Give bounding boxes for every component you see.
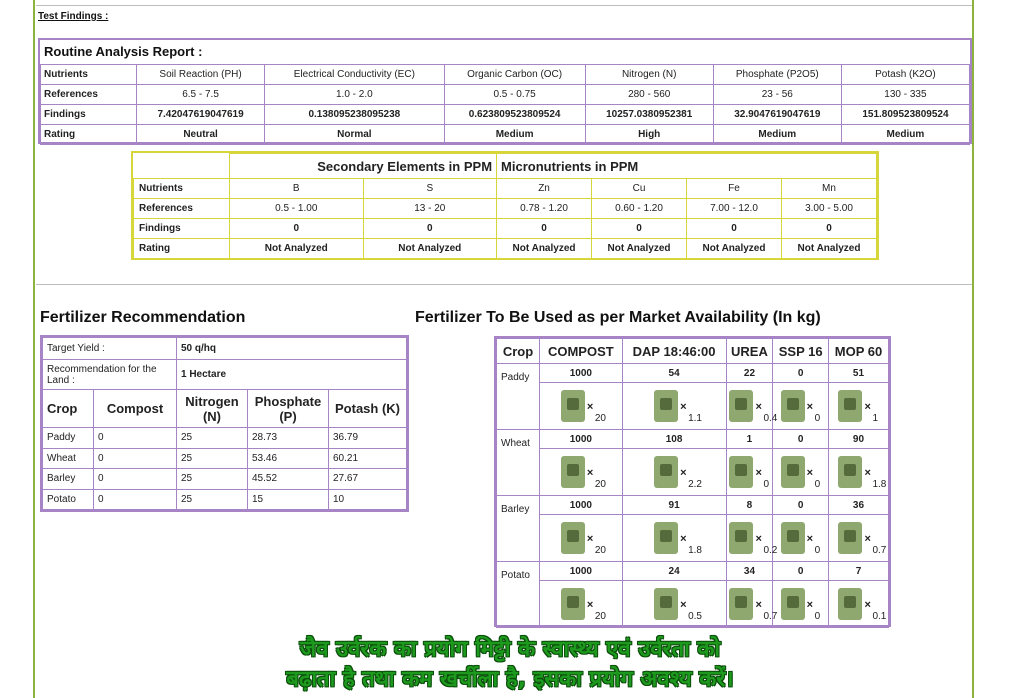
routine-rating-cell: Rating (41, 125, 137, 145)
routine-header-row (41, 65, 970, 85)
market-bag-cell (622, 515, 726, 562)
fertilizer-recommendation-heading: Fertilizer Recommendation (40, 309, 246, 326)
multiply-sign: × (680, 533, 687, 545)
fertilizer-bag-icon (654, 522, 678, 554)
secondary-references-cell: 13 - 20 (363, 199, 497, 219)
bag-count: 20 (594, 611, 606, 622)
test-findings-label: Test Findings : (38, 11, 109, 22)
secondary-header-cell: Nutrients (134, 179, 230, 199)
fertilizer-bag-icon (729, 522, 753, 554)
potash-cell: 27.67 (329, 469, 407, 490)
market-availability-panel (494, 336, 891, 627)
secondary-rating-cell: Not Analyzed (363, 239, 497, 259)
recommendation-header-cell: Crop (43, 390, 94, 428)
market-crop-cell: Wheat (497, 430, 540, 496)
bag-count: 0 (814, 545, 821, 556)
multiply-sign: × (755, 467, 762, 479)
micronutrients-title: Micronutrients in PPM (497, 154, 877, 179)
bag-cell-wrapper (623, 383, 726, 429)
multiply-sign: × (586, 533, 594, 545)
top-divider (36, 5, 972, 6)
routine-rating-cell: High (585, 125, 713, 145)
bag-count: 20 (594, 413, 606, 424)
fertilizer-bag-icon (654, 390, 678, 422)
bag-cell-wrapper (623, 515, 726, 561)
bag-cell-wrapper (829, 581, 888, 627)
routine-rating-cell: Neutral (137, 125, 265, 145)
routine-findings-cell: 7.42047619047619 (137, 105, 265, 125)
multiply-sign: × (755, 533, 762, 545)
crop-cell: Barley (43, 469, 94, 490)
secondary-rating-row (134, 239, 877, 259)
market-bag-cell (828, 515, 888, 562)
market-qty-cell: 36 (828, 496, 888, 515)
routine-references-cell: References (41, 85, 137, 105)
market-bag-cell (773, 515, 829, 562)
market-qty-cell: 1000 (540, 562, 623, 581)
market-bag-cell (726, 515, 778, 562)
secondary-findings-cell: 0 (687, 219, 782, 239)
land-row (43, 360, 407, 390)
secondary-header-cell: Fe (687, 179, 782, 199)
bag-cell-wrapper (829, 449, 888, 495)
market-header-row (497, 339, 889, 364)
secondary-rating-cell: Not Analyzed (781, 239, 876, 259)
phosphate-cell: 28.73 (248, 428, 329, 449)
market-header-cell: Crop (497, 339, 540, 364)
market-qty-cell: 1 (726, 430, 773, 449)
bag-count: 1 (872, 413, 879, 424)
crop-cell: Wheat (43, 448, 94, 469)
compost-cell: 0 (94, 428, 177, 449)
hindi-banner (210, 635, 810, 695)
multiply-sign: × (755, 599, 762, 611)
multiply-sign: × (806, 467, 814, 479)
bag-cell-wrapper (727, 515, 778, 561)
bag-count: 0.1 (872, 611, 887, 622)
fertilizer-recommendation-table (42, 337, 407, 510)
market-bag-cell (540, 449, 623, 496)
market-bag-row (497, 383, 889, 430)
market-bag-cell (828, 383, 888, 430)
secondary-header-cell: B (230, 179, 364, 199)
fertilizer-bag-icon (561, 522, 585, 554)
routine-findings-cell: 0.138095238095238 (265, 105, 444, 125)
bag-cell-wrapper (773, 515, 828, 561)
fertilizer-bag-icon (654, 456, 678, 488)
secondary-header-cell: Cu (592, 179, 687, 199)
market-qty-cell: 7 (828, 562, 888, 581)
routine-findings-cell: 10257.0380952381 (585, 105, 713, 125)
nitrogen-cell: 25 (177, 428, 248, 449)
secondary-findings-cell: 0 (230, 219, 364, 239)
market-qty-cell: 0 (773, 430, 829, 449)
routine-header-cell: Phosphate (P2O5) (713, 65, 841, 85)
table-row (43, 428, 407, 449)
bag-count: 1.8 (688, 545, 702, 556)
secondary-header-cell: S (363, 179, 497, 199)
fertilizer-bag-icon (781, 522, 805, 554)
recommendation-header-cell: Phosphate (P) (248, 390, 329, 428)
bag-cell-wrapper (540, 449, 622, 495)
fertilizer-bag-icon (654, 588, 678, 620)
routine-references-cell: 23 - 56 (713, 85, 841, 105)
market-bag-cell (540, 581, 623, 628)
target-yield-label: Target Yield : (43, 338, 177, 360)
routine-rating-cell: Medium (713, 125, 841, 145)
multiply-sign: × (680, 467, 687, 479)
multiply-sign: × (864, 467, 871, 479)
bag-count: 1.8 (872, 479, 887, 490)
market-bag-cell (773, 581, 829, 628)
bag-count: 1.1 (688, 413, 702, 424)
secondary-rating-cell: Not Analyzed (497, 239, 592, 259)
market-crop-cell: Potato (497, 562, 540, 628)
multiply-sign: × (586, 467, 594, 479)
routine-header-cell: Soil Reaction (PH) (137, 65, 265, 85)
land-value: 1 Hectare (177, 360, 407, 390)
potash-cell: 10 (329, 489, 407, 510)
market-qty-cell: 54 (622, 364, 726, 383)
routine-references-cell: 130 - 335 (841, 85, 969, 105)
market-header-cell: COMPOST (540, 339, 623, 364)
routine-analysis-title: Routine Analysis Report : (44, 44, 203, 59)
nitrogen-cell: 25 (177, 489, 248, 510)
market-qty-cell: 1000 (540, 430, 623, 449)
routine-references-row (41, 85, 970, 105)
market-bag-cell (622, 383, 726, 430)
fertilizer-bag-icon (781, 390, 805, 422)
secondary-rating-cell: Rating (134, 239, 230, 259)
secondary-rating-cell: Not Analyzed (230, 239, 364, 259)
secondary-references-cell: 0.5 - 1.00 (230, 199, 364, 219)
market-qty-cell: 91 (622, 496, 726, 515)
market-qty-cell: 24 (622, 562, 726, 581)
market-header-cell: UREA (726, 339, 773, 364)
market-bag-row (497, 515, 889, 562)
market-qty-row (497, 496, 889, 515)
secondary-references-cell: 7.00 - 12.0 (687, 199, 782, 219)
crop-cell: Paddy (43, 428, 94, 449)
multiply-sign: × (680, 401, 687, 413)
section-divider (36, 284, 972, 285)
routine-references-cell: 6.5 - 7.5 (137, 85, 265, 105)
nitrogen-cell: 25 (177, 448, 248, 469)
fertilizer-bag-icon (729, 390, 753, 422)
bag-cell-wrapper (773, 383, 828, 429)
market-crop-cell: Paddy (497, 364, 540, 430)
routine-findings-row (41, 105, 970, 125)
market-qty-cell: 108 (622, 430, 726, 449)
bag-cell-wrapper (623, 449, 726, 495)
recommendation-header-cell: Potash (K) (329, 390, 407, 428)
secondary-rating-cell: Not Analyzed (687, 239, 782, 259)
multiply-sign: × (586, 401, 594, 413)
market-crop-cell: Barley (497, 496, 540, 562)
secondary-elements-table (133, 153, 877, 259)
multiply-sign: × (755, 401, 762, 413)
routine-analysis-panel (38, 38, 972, 144)
routine-findings-cell: 0.623809523809524 (444, 105, 585, 125)
secondary-references-cell: 3.00 - 5.00 (781, 199, 876, 219)
banner-line-1: जैव उर्वरक का प्रयोग मिट्टी के स्वास्थ्य एवं उर्वरता को (299, 637, 721, 662)
potash-cell: 60.21 (329, 448, 407, 469)
land-label: Recommendation for the Land : (43, 360, 177, 390)
secondary-header-cell: Mn (781, 179, 876, 199)
routine-findings-cell: 151.809523809524 (841, 105, 969, 125)
fertilizer-bag-icon (561, 456, 585, 488)
multiply-sign: × (586, 599, 594, 611)
recommendation-header-cell: Nitrogen (N) (177, 390, 248, 428)
market-bag-cell (773, 449, 829, 496)
secondary-findings-cell: 0 (497, 219, 592, 239)
secondary-rating-cell: Not Analyzed (592, 239, 687, 259)
crop-cell: Potato (43, 489, 94, 510)
secondary-findings-cell: 0 (781, 219, 876, 239)
market-qty-cell: 1000 (540, 496, 623, 515)
compost-cell: 0 (94, 469, 177, 490)
multiply-sign: × (806, 533, 814, 545)
market-qty-cell: 0 (773, 364, 829, 383)
secondary-references-cell: 0.60 - 1.20 (592, 199, 687, 219)
bag-count: 0.7 (763, 611, 778, 622)
target-yield-value: 50 q/hq (177, 338, 407, 360)
bag-count: 2.2 (688, 479, 702, 490)
market-qty-cell: 0 (773, 562, 829, 581)
bag-count: 0 (763, 479, 770, 490)
routine-rating-row (41, 125, 970, 145)
market-bag-cell (540, 515, 623, 562)
secondary-references-row (134, 199, 877, 219)
routine-header-cell: Organic Carbon (OC) (444, 65, 585, 85)
secondary-findings-cell: Findings (134, 219, 230, 239)
routine-references-cell: 280 - 560 (585, 85, 713, 105)
bag-cell-wrapper (773, 449, 828, 495)
routine-header-cell: Potash (K2O) (841, 65, 969, 85)
nitrogen-cell: 25 (177, 469, 248, 490)
market-qty-cell: 22 (726, 364, 773, 383)
fertilizer-bag-icon (781, 588, 805, 620)
routine-references-cell: 0.5 - 0.75 (444, 85, 585, 105)
routine-rating-cell: Normal (265, 125, 444, 145)
fertilizer-recommendation-panel (40, 335, 409, 512)
bag-cell-wrapper (540, 581, 622, 627)
multiply-sign: × (864, 401, 871, 413)
market-bag-cell (726, 449, 773, 496)
market-qty-cell: 34 (726, 562, 773, 581)
compost-cell: 0 (94, 489, 177, 510)
secondary-findings-cell: 0 (363, 219, 497, 239)
routine-rating-cell: Medium (444, 125, 585, 145)
multiply-sign: × (864, 599, 871, 611)
market-header-cell: MOP 60 (828, 339, 888, 364)
market-bag-cell (726, 383, 778, 430)
market-qty-row (497, 364, 889, 383)
secondary-header-row (134, 179, 877, 199)
fertilizer-bag-icon (838, 588, 862, 620)
recommendation-header-row (43, 390, 407, 428)
table-row (43, 489, 407, 510)
multiply-sign: × (806, 401, 814, 413)
fertilizer-bag-icon (781, 456, 805, 488)
market-bag-cell (540, 383, 623, 430)
market-header-cell: DAP 18:46:00 (622, 339, 726, 364)
fertilizer-bag-icon (838, 522, 862, 554)
secondary-references-cell: 0.78 - 1.20 (497, 199, 592, 219)
fertilizer-bag-icon (838, 456, 862, 488)
market-qty-cell: 8 (726, 496, 773, 515)
market-bag-cell (773, 383, 829, 430)
fertilizer-bag-icon (729, 588, 753, 620)
secondary-elements-title: Secondary Elements in PPM (230, 154, 497, 179)
bag-count: 20 (594, 545, 606, 556)
market-bag-cell (828, 581, 888, 628)
banner-line-2: बढ़ाता है तथा कम खर्चीला है, इसका प्रयोग अवश्य करें। (286, 667, 734, 692)
compost-cell: 0 (94, 448, 177, 469)
market-qty-row (497, 562, 889, 581)
fertilizer-bag-icon (729, 456, 753, 488)
routine-analysis-table (40, 64, 970, 145)
bag-cell-wrapper (829, 383, 888, 429)
market-header-cell: SSP 16 (773, 339, 829, 364)
market-bag-row (497, 449, 889, 496)
market-bag-cell (622, 449, 726, 496)
bag-count: 0.7 (872, 545, 887, 556)
routine-header-cell: Nutrients (41, 65, 137, 85)
spacer-cell (134, 154, 230, 179)
market-bag-cell (828, 449, 888, 496)
market-bag-cell (622, 581, 726, 628)
bag-cell-wrapper (540, 383, 622, 429)
market-bag-row (497, 581, 889, 628)
secondary-title-row (134, 154, 877, 179)
routine-header-cell: Electrical Conductivity (EC) (265, 65, 444, 85)
secondary-header-cell: Zn (497, 179, 592, 199)
routine-header-cell: Nitrogen (N) (585, 65, 713, 85)
bag-cell-wrapper (829, 515, 888, 561)
bag-count: 0 (814, 413, 821, 424)
market-availability-table (496, 338, 889, 628)
routine-findings-cell: 32.9047619047619 (713, 105, 841, 125)
bag-cell-wrapper (727, 383, 778, 429)
fertilizer-bag-icon (838, 390, 862, 422)
bag-cell-wrapper (727, 581, 778, 627)
routine-findings-cell: Findings (41, 105, 137, 125)
phosphate-cell: 53.46 (248, 448, 329, 469)
bag-count: 0 (814, 479, 821, 490)
secondary-findings-cell: 0 (592, 219, 687, 239)
target-yield-row (43, 338, 407, 360)
market-qty-cell: 1000 (540, 364, 623, 383)
market-qty-cell: 90 (828, 430, 888, 449)
secondary-elements-panel (131, 151, 879, 260)
bag-cell-wrapper (623, 581, 726, 627)
multiply-sign: × (680, 599, 687, 611)
fertilizer-bag-icon (561, 588, 585, 620)
phosphate-cell: 15 (248, 489, 329, 510)
market-availability-heading: Fertilizer To Be Used as per Market Availability (In kg) (415, 309, 821, 326)
bag-count: 0 (814, 611, 821, 622)
multiply-sign: × (806, 599, 814, 611)
secondary-findings-row (134, 219, 877, 239)
bag-cell-wrapper (773, 581, 828, 627)
potash-cell: 36.79 (329, 428, 407, 449)
fertilizer-bag-icon (561, 390, 585, 422)
market-qty-cell: 51 (828, 364, 888, 383)
bag-count: 0.2 (763, 545, 778, 556)
market-qty-cell: 0 (773, 496, 829, 515)
multiply-sign: × (864, 533, 871, 545)
market-bag-cell (726, 581, 778, 628)
bag-count: 20 (594, 479, 606, 490)
bag-count: 0.4 (763, 413, 778, 424)
bag-cell-wrapper (727, 449, 773, 495)
routine-rating-cell: Medium (841, 125, 969, 145)
bag-count: 0.5 (688, 611, 702, 622)
secondary-references-cell: References (134, 199, 230, 219)
market-qty-row (497, 430, 889, 449)
routine-references-cell: 1.0 - 2.0 (265, 85, 444, 105)
table-row (43, 469, 407, 490)
table-row (43, 448, 407, 469)
recommendation-header-cell: Compost (94, 390, 177, 428)
phosphate-cell: 45.52 (248, 469, 329, 490)
bag-cell-wrapper (540, 515, 622, 561)
